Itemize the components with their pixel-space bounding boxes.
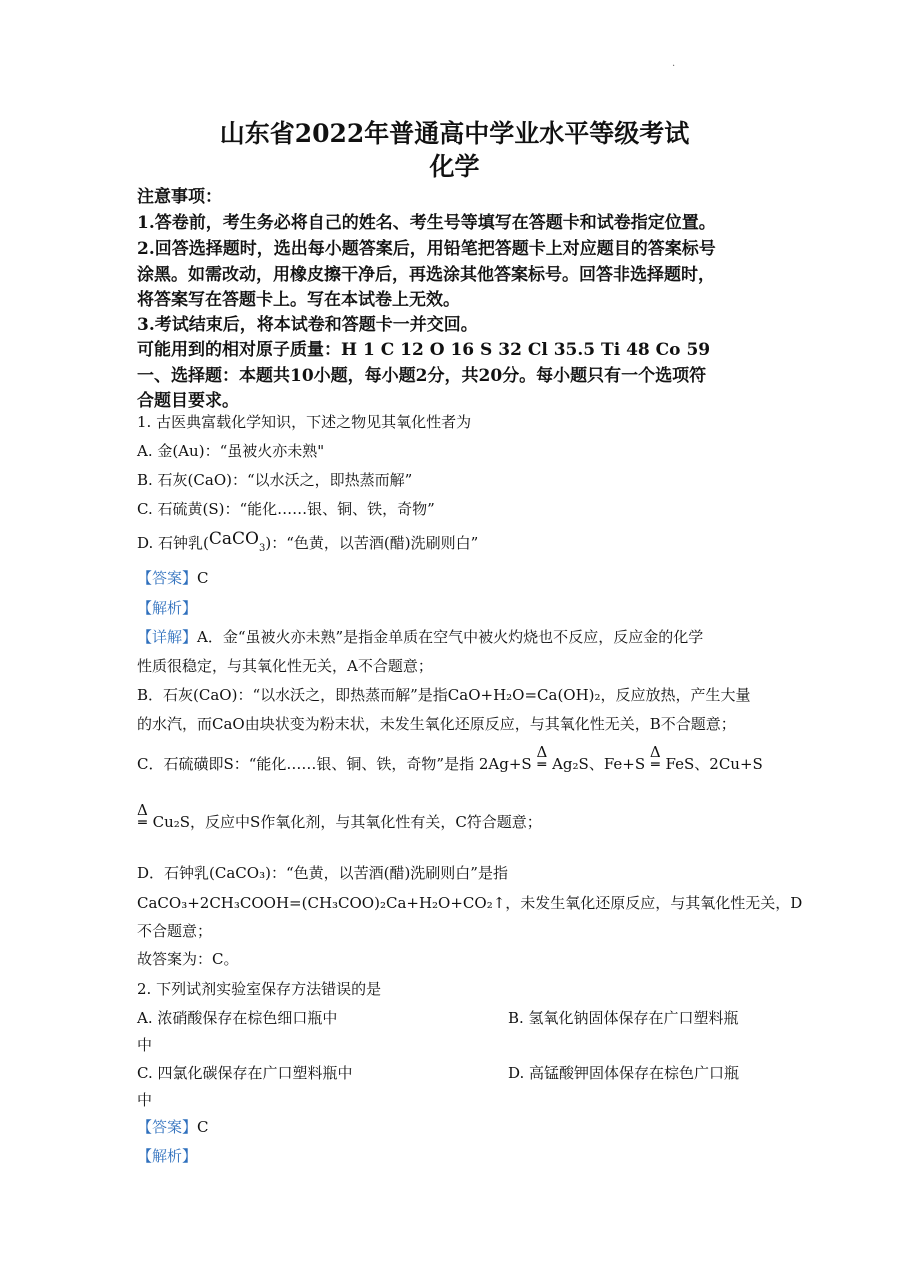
notice-item-2c: 将答案写在答题卡上。写在本试卷上无效。 — [137, 290, 460, 310]
exam-title: 山东省2022年普通高中学业水平等级考试 — [219, 119, 690, 148]
atomic-masses: 可能用到的相对原子质量：H 1 C 12 O 16 S 32 Cl 35.5 Ti 48 Co 59 — [137, 340, 711, 360]
equals-symbol: ═ — [138, 815, 147, 831]
q1-stem: 1. 古医典富载化学知识，下述之物见其氧化性者为 — [137, 413, 472, 431]
heat-condition-1 — [536, 745, 547, 772]
q1-detail-d-line3: 不合题意； — [137, 922, 213, 940]
q1-detail-a-text: A．金“虽被火亦未熟”是指金单质在空气中被火灼烧也不反应，反应金的化学 — [197, 628, 704, 646]
equals-symbol: ═ — [651, 757, 660, 773]
q2-analysis-label: 【解析】 — [137, 1147, 198, 1165]
q1-option-d-prefix: D. 石钟乳( — [137, 534, 209, 552]
q1-conclusion: 故答案为：C。 — [137, 950, 239, 968]
q1-detail-b-line2: 的水汽，而CaO由块状变为粉末状，未发生氧化还原反应，与其氧化性无关，B不合题意； — [137, 715, 736, 733]
q1-detail-c-line1 — [137, 745, 763, 774]
q2-option-c: C. 四氯化碳保存在广口塑料瓶中 — [137, 1064, 353, 1082]
q1-detail-a-line1 — [137, 626, 703, 647]
heat-condition-2 — [650, 745, 661, 772]
q2-stem: 2. 下列试剂实验室保存方法错误的是 — [137, 980, 382, 998]
q2-answer — [137, 1116, 209, 1137]
delta-symbol: Δ — [137, 801, 148, 819]
page-mark: . — [672, 58, 676, 69]
delta-symbol: Δ — [536, 743, 548, 761]
q1-answer-value: C — [197, 569, 209, 587]
q1-option-d-formula: CaCO — [208, 529, 259, 549]
q2-option-d-cont: 中 — [137, 1091, 153, 1109]
q1-detail-b-line1: B．石灰(CaO)：“以水沃之，即热蒸而解”是指CaO+H₂O=Ca(OH)₂，反应放热，产生大量 — [137, 686, 751, 704]
section-1-heading-b: 合题目要求。 — [137, 391, 239, 411]
q1-analysis-label: 【解析】 — [137, 599, 198, 617]
notice-heading: 注意事项： — [137, 187, 222, 207]
notice-item-2b: 涂黑。如需改动，用橡皮擦干净后，再选涂其他答案标号。回答非选择题时， — [137, 265, 715, 285]
q1-option-d-suffix: )：“色黄，以苦酒(醋)洗刷则白” — [265, 534, 479, 552]
section-1-heading-a: 一、选择题：本题共10小题，每小题2分，共20分。每小题只有一个选项符 — [137, 366, 707, 386]
heat-condition-3 — [137, 803, 148, 830]
q2-option-b: B. 氢氧化钠固体保存在广口塑料瓶 — [508, 1009, 739, 1027]
q1-detail-d-line2: CaCO₃+2CH₃COOH=(CH₃COO)₂Ca+H₂O+CO₂↑，未发生氧化还原反应，与其氧化性无关，D — [137, 894, 803, 912]
q1-option-d-subscript: 3 — [258, 543, 266, 554]
notice-item-2a: 2.回答选择题时，选出每小题答案后，用铅笔把答题卡上对应题目的答案标号 — [137, 239, 716, 259]
q2-option-a: A. 浓硝酸保存在棕色细口瓶中 — [137, 1009, 338, 1027]
q2-option-d: D. 高锰酸钾固体保存在棕色广口瓶 — [508, 1064, 740, 1082]
q1-detail-c-part1: C．石硫磺即S：“能化……银、铜、铁，奇物”是指 2Ag+S — [137, 755, 532, 773]
exam-subject: 化学 — [429, 152, 480, 181]
q2-answer-label: 【答案】 — [137, 1118, 198, 1136]
notice-item-3: 3.考试结束后，将本试卷和答题卡一并交回。 — [137, 315, 478, 335]
q1-detail-c-text2: Cu₂S，反应中S作氧化剂，与其氧化性有关，C符合题意； — [152, 813, 542, 831]
notice-item-1: 1.答卷前，考生务必将自己的姓名、考生号等填写在答题卡和试卷指定位置。 — [137, 213, 716, 233]
q1-detail-c-line2 — [137, 803, 542, 832]
q1-answer — [137, 567, 209, 588]
q1-option-d — [137, 529, 479, 554]
detail-label: 【详解】 — [137, 628, 198, 646]
q2-answer-value: C — [197, 1118, 209, 1136]
q1-detail-c-part3: FeS、2Cu+S — [665, 755, 763, 773]
delta-symbol: Δ — [649, 743, 661, 761]
q1-detail-c-part2: Ag₂S、Fe+S — [552, 755, 646, 773]
q1-option-c: C. 石硫黄(S)：“能化……银、铜、铁，奇物” — [137, 500, 435, 518]
q1-option-a: A. 金(Au)：“虽被火亦未熟" — [137, 442, 325, 460]
q1-detail-a-line2: 性质很稳定，与其氧化性无关，A不合题意； — [137, 657, 433, 675]
q1-detail-d-line1: D．石钟乳(CaCO₃)：“色黄，以苦酒(醋)洗刷则白”是指 — [137, 864, 508, 882]
equals-symbol: ═ — [537, 757, 547, 773]
q1-answer-label: 【答案】 — [137, 569, 198, 587]
q1-option-b: B. 石灰(CaO)：“以水沃之，即热蒸而解” — [137, 471, 413, 489]
q2-option-b-cont: 中 — [137, 1036, 153, 1054]
